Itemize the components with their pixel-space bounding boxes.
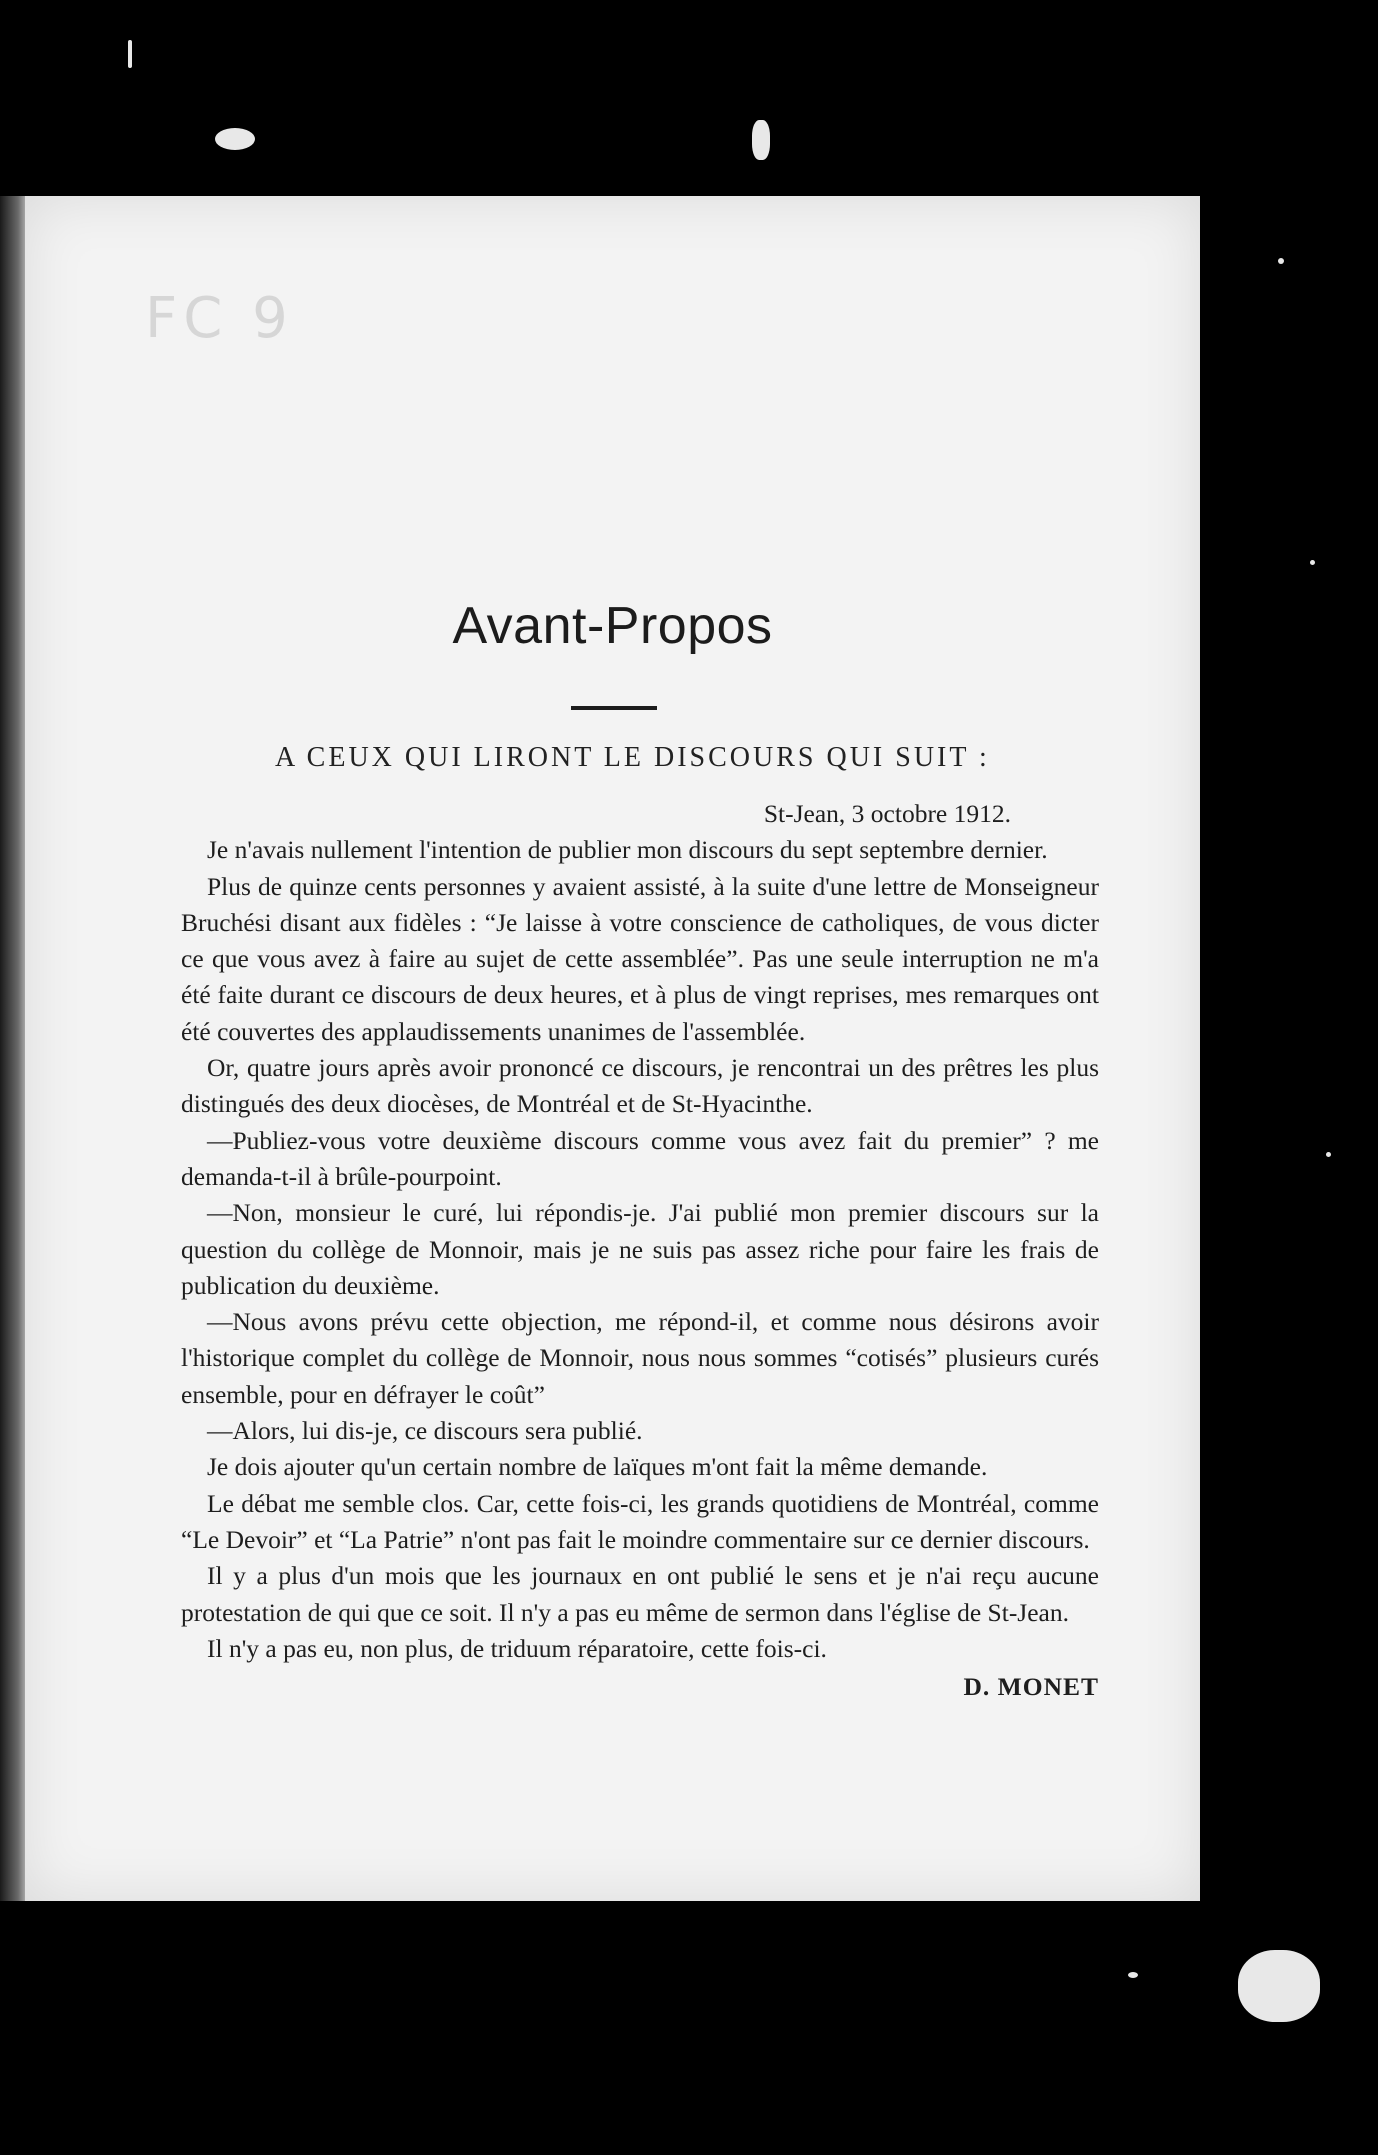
film-speck (128, 40, 132, 68)
film-speck (1326, 1152, 1331, 1157)
body-text (181, 796, 1099, 1705)
film-speck (1128, 1972, 1138, 1978)
title-rule (571, 706, 657, 710)
paragraph: —Publiez-vous votre deuxième discours comme vous avez fait du premier” ? me demanda-t-il à brûle-pourpoint. (181, 1125, 1099, 1191)
film-speck (752, 120, 770, 160)
address-line: A CEUX QUI LIRONT LE DISCOURS QUI SUIT : (275, 742, 990, 773)
document-page (25, 196, 1200, 1901)
film-speck (1278, 258, 1284, 264)
paragraph: Je n'avais nullement l'intention de publier mon discours du sept septembre dernier. (207, 835, 1048, 865)
pencil-mark: FC 9 (145, 286, 294, 351)
film-speck (215, 128, 255, 150)
film-speck (1238, 1950, 1320, 2022)
paragraph: Il n'y a pas eu, non plus, de triduum réparatoire, cette fois-ci. (207, 1633, 827, 1663)
paragraph: —Alors, lui dis-je, ce discours sera publié. (207, 1416, 643, 1446)
page-title: Avant-Propos (452, 597, 773, 655)
paragraph: —Nous avons prévu cette objection, me répond-il, et comme nous désirons avoir l'historique complet du collège de Monnoir, nous nous sommes “cotisés” plusieurs curés ensemble, pour en défrayer le coût” (181, 1307, 1099, 1409)
dateline: St-Jean, 3 octobre 1912. (763, 799, 1011, 828)
film-speck (1310, 560, 1315, 565)
paragraph: Je dois ajouter qu'un certain nombre de laïques m'ont fait la même demande. (207, 1452, 988, 1482)
paragraph: —Non, monsieur le curé, lui répondis-je. J'ai publié mon premier discours sur la question du collège de Monnoir, mais je ne suis pas assez riche pour faire les frais de publication du deuxième. (181, 1198, 1099, 1300)
paragraph: Le débat me semble clos. Car, cette fois-ci, les grands quotidiens de Montréal, comme “Le Devoir” et “La Patrie” n'ont pas fait le moindre commentaire sur ce dernier discours. (181, 1488, 1099, 1554)
paragraph: Plus de quinze cents personnes y avaient assisté, à la suite d'une lettre de Monseigneur Bruchési disant aux fidèles : “Je laisse à votre conscience de catholiques, de vous dicter ce que vous avez à faire au sujet de cette assemblée”. Pas une seule interruption ne m'a été faite durant ce discours de deux heures, et à plus de vingt reprises, mes remarques ont été couvertes des applaudissements unanimes de l'assemblée. (181, 871, 1099, 1046)
signature: D. MONET (963, 1672, 1099, 1702)
paragraph: Or, quatre jours après avoir prononcé ce discours, je rencontrai un des prêtres les plus distingués des deux diocèses, de Montréal et de St-Hyacinthe. (181, 1053, 1099, 1119)
paragraph: Il y a plus d'un mois que les journaux en ont publié le sens et je n'ai reçu aucune protestation de qui que ce soit. Il n'y a pas eu même de sermon dans l'église de St-Jean. (181, 1561, 1099, 1627)
